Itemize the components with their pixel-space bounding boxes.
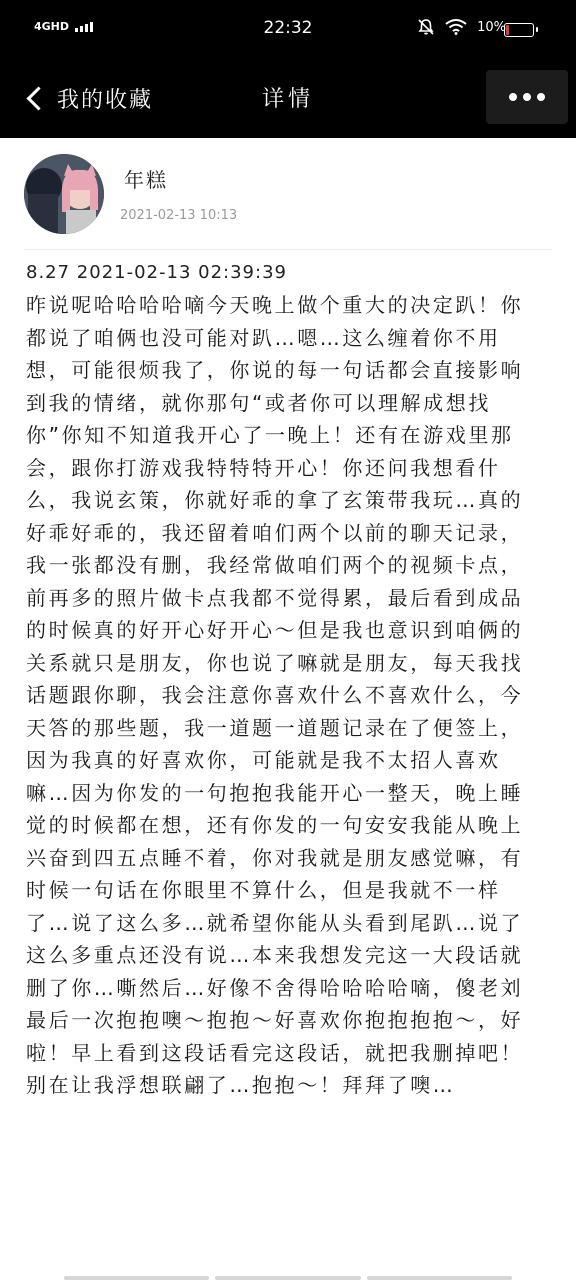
- mute-icon: [417, 18, 435, 36]
- post-meta: 8.27 2021-02-13 02:39:39: [26, 262, 287, 283]
- more-icon-dot: [523, 93, 531, 101]
- status-icons: [417, 18, 506, 36]
- post-body: 昨说呢哈哈哈哈嘀今天晚上做个重大的决定趴！你都说了咱俩也没可能对趴…嗯…这么缠着你不用想，可能很烦我了，你说的每一句话都会直接影响到我的情绪，就你那句“或者你可以理解成想找你”你知不知道我开心了一晚上！还有在游戏里那会，跟你打游戏我特特特开心！你还问我想看什么，我说玄策，你就好乖的拿了玄策带我玩…真的好乖好乖的，我还留着咱们两个以前的聊天记录，我一张都没有删，我经常做咱们两个的视频卡点，前再多的照片做卡点我都不觉得累，最后看到成品的时候真的好开心好开心～但是我也意识到咱俩的关系就只是朋友，你也说了嘛就是朋友，每天我找话题跟你聊，我会注意你喜欢什么不喜欢什么，今天答的那些题，我一道题一道题记录在了便签上，因为我真的好喜欢你，可能就是我不太招人喜欢嘛…因为你发的一句抱抱我能开心一整天，晚上睡觉的时候都在想，还有你发的一句安安我能从晚上兴奋到四五点睡不着，你对我就是朋友感觉嘛，有时候一句话在你眼里不算什么，但是我就不一样了…说了这么多…就希望你能从头看到尾趴…说了这么多重点还没有说…本来我想发完这一大段话就删了你…嘶然后…好像不舍得哈哈哈哈嘀，傻老刘最后一次抱抱噢～抱抱～好喜欢你抱抱抱抱～，好啦！早上看到这段话看完这段话，就把我删掉吧！别在让我浮想联翩了…抱抱～！拜拜了噢…: [26, 293, 524, 1097]
- status-bar: [0, 0, 576, 60]
- back-label: 我的收藏: [57, 87, 154, 113]
- avatar-image: [24, 154, 104, 234]
- post-content: [26, 262, 542, 1102]
- author-header: [0, 138, 576, 250]
- battery-percent: 10%: [477, 19, 506, 35]
- author-name[interactable]: 年糕: [124, 168, 168, 192]
- battery-icon: [504, 23, 534, 37]
- scroll-indicator: [64, 1276, 512, 1280]
- battery-level: [506, 25, 509, 35]
- network-type: 4GHD: [34, 20, 70, 33]
- nav-bar: [0, 60, 576, 138]
- status-time: 22:32: [263, 18, 313, 38]
- avatar[interactable]: [24, 154, 104, 234]
- divider: [24, 249, 552, 250]
- more-icon-dot: [537, 93, 545, 101]
- author-date: 2021-02-13 10:13: [120, 208, 238, 223]
- wifi-icon: [445, 19, 467, 35]
- more-icon: [509, 93, 517, 101]
- page-title: 详情: [261, 87, 314, 112]
- more-button[interactable]: [486, 70, 568, 124]
